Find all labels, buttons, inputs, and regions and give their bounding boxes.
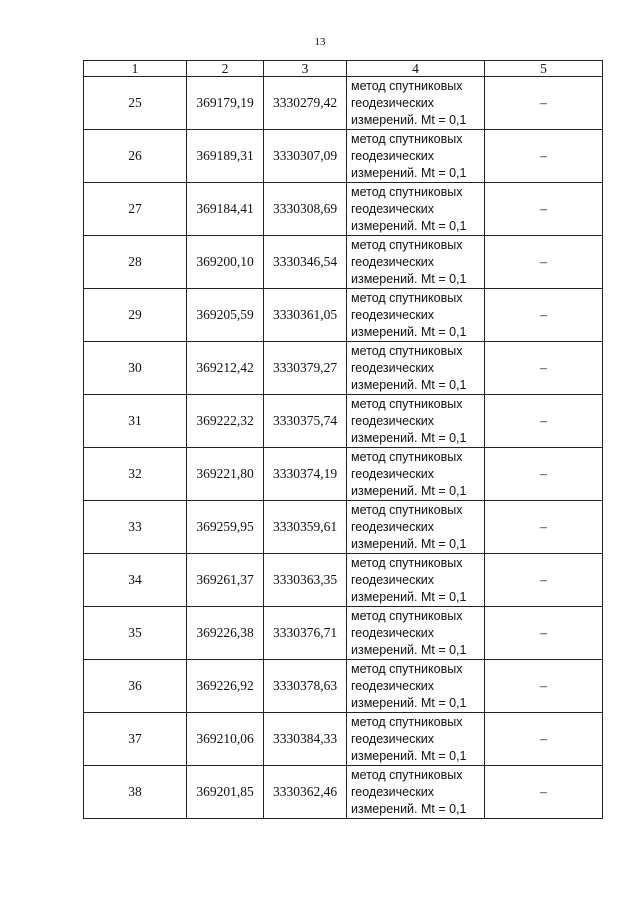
- note-cell: –: [485, 660, 603, 713]
- method-line: измерений. Mt = 0,1: [351, 483, 467, 498]
- y-coordinate-cell: 3330376,71: [264, 607, 347, 660]
- coordinates-table: [83, 60, 603, 819]
- method-line: измерений. Mt = 0,1: [351, 748, 467, 763]
- note-cell: –: [485, 395, 603, 448]
- method-cell: [347, 342, 485, 395]
- y-coordinate-cell: 3330307,09: [264, 130, 347, 183]
- method-cell: [347, 554, 485, 607]
- table-row: [84, 183, 603, 236]
- table-row: [84, 713, 603, 766]
- note-cell: –: [485, 342, 603, 395]
- point-number-cell: 38: [84, 766, 187, 819]
- table-row: [84, 501, 603, 554]
- method-cell: [347, 766, 485, 819]
- method-line: метод спутниковых: [351, 608, 463, 623]
- method-line: измерений. Mt = 0,1: [351, 218, 467, 233]
- column-header-1: 1: [84, 61, 187, 77]
- note-cell: –: [485, 183, 603, 236]
- method-cell: [347, 130, 485, 183]
- x-coordinate-cell: 369201,85: [187, 766, 264, 819]
- x-coordinate-cell: 369259,95: [187, 501, 264, 554]
- method-line: геодезических: [351, 360, 435, 375]
- table-row: [84, 130, 603, 183]
- note-cell: –: [485, 554, 603, 607]
- method-line: измерений. Mt = 0,1: [351, 271, 467, 286]
- column-header-3: 3: [264, 61, 347, 77]
- method-line: метод спутниковых: [351, 184, 463, 199]
- note-cell: –: [485, 448, 603, 501]
- note-cell: –: [485, 289, 603, 342]
- method-line: метод спутниковых: [351, 502, 463, 517]
- method-cell: [347, 183, 485, 236]
- note-cell: –: [485, 236, 603, 289]
- method-line: метод спутниковых: [351, 78, 463, 93]
- x-coordinate-cell: 369179,19: [187, 77, 264, 130]
- point-number-cell: 35: [84, 607, 187, 660]
- method-line: измерений. Mt = 0,1: [351, 112, 467, 127]
- method-line: метод спутниковых: [351, 714, 463, 729]
- point-number-cell: 36: [84, 660, 187, 713]
- table-row: [84, 448, 603, 501]
- y-coordinate-cell: 3330362,46: [264, 766, 347, 819]
- note-cell: –: [485, 607, 603, 660]
- method-line: геодезических: [351, 466, 435, 481]
- x-coordinate-cell: 369226,38: [187, 607, 264, 660]
- column-header-5: 5: [485, 61, 603, 77]
- method-line: геодезических: [351, 731, 435, 746]
- method-line: метод спутниковых: [351, 131, 463, 146]
- y-coordinate-cell: 3330374,19: [264, 448, 347, 501]
- table-header: [84, 61, 603, 77]
- table-body: [84, 77, 603, 819]
- y-coordinate-cell: 3330346,54: [264, 236, 347, 289]
- y-coordinate-cell: 3330361,05: [264, 289, 347, 342]
- method-line: геодезических: [351, 307, 435, 322]
- y-coordinate-cell: 3330384,33: [264, 713, 347, 766]
- x-coordinate-cell: 369212,42: [187, 342, 264, 395]
- method-line: метод спутниковых: [351, 237, 463, 252]
- method-line: метод спутниковых: [351, 449, 463, 464]
- point-number-cell: 30: [84, 342, 187, 395]
- point-number-cell: 28: [84, 236, 187, 289]
- x-coordinate-cell: 369226,92: [187, 660, 264, 713]
- point-number-cell: 32: [84, 448, 187, 501]
- method-line: геодезических: [351, 625, 435, 640]
- method-line: геодезических: [351, 254, 435, 269]
- method-line: геодезических: [351, 148, 435, 163]
- table-row: [84, 77, 603, 130]
- table-row: [84, 660, 603, 713]
- y-coordinate-cell: 3330363,35: [264, 554, 347, 607]
- y-coordinate-cell: 3330378,63: [264, 660, 347, 713]
- method-cell: [347, 660, 485, 713]
- point-number-cell: 25: [84, 77, 187, 130]
- point-number-cell: 37: [84, 713, 187, 766]
- column-header-4: 4: [347, 61, 485, 77]
- method-cell: [347, 713, 485, 766]
- point-number-cell: 34: [84, 554, 187, 607]
- y-coordinate-cell: 3330279,42: [264, 77, 347, 130]
- x-coordinate-cell: 369184,41: [187, 183, 264, 236]
- x-coordinate-cell: 369210,06: [187, 713, 264, 766]
- y-coordinate-cell: 3330308,69: [264, 183, 347, 236]
- y-coordinate-cell: 3330379,27: [264, 342, 347, 395]
- note-cell: –: [485, 77, 603, 130]
- x-coordinate-cell: 369205,59: [187, 289, 264, 342]
- method-cell: [347, 395, 485, 448]
- method-line: геодезических: [351, 413, 435, 428]
- method-cell: [347, 501, 485, 554]
- method-line: измерений. Mt = 0,1: [351, 589, 467, 604]
- method-line: геодезических: [351, 572, 435, 587]
- page-number: 13: [314, 36, 326, 48]
- point-number-cell: 33: [84, 501, 187, 554]
- table-row: [84, 554, 603, 607]
- point-number-cell: 29: [84, 289, 187, 342]
- method-line: метод спутниковых: [351, 661, 463, 676]
- method-cell: [347, 77, 485, 130]
- table-row: [84, 607, 603, 660]
- method-cell: [347, 289, 485, 342]
- method-line: измерений. Mt = 0,1: [351, 695, 467, 710]
- point-number-cell: 27: [84, 183, 187, 236]
- method-line: геодезических: [351, 678, 435, 693]
- method-cell: [347, 607, 485, 660]
- note-cell: –: [485, 501, 603, 554]
- method-line: метод спутниковых: [351, 290, 463, 305]
- method-line: измерений. Mt = 0,1: [351, 642, 467, 657]
- column-header-2: 2: [187, 61, 264, 77]
- note-cell: –: [485, 713, 603, 766]
- method-line: измерений. Mt = 0,1: [351, 801, 467, 816]
- method-cell: [347, 448, 485, 501]
- table-row: [84, 342, 603, 395]
- table-row: [84, 289, 603, 342]
- method-line: измерений. Mt = 0,1: [351, 536, 467, 551]
- method-line: измерений. Mt = 0,1: [351, 430, 467, 445]
- method-line: измерений. Mt = 0,1: [351, 165, 467, 180]
- y-coordinate-cell: 3330359,61: [264, 501, 347, 554]
- method-line: метод спутниковых: [351, 343, 463, 358]
- point-number-cell: 31: [84, 395, 187, 448]
- header-row: [84, 61, 603, 77]
- point-number-cell: 26: [84, 130, 187, 183]
- y-coordinate-cell: 3330375,74: [264, 395, 347, 448]
- x-coordinate-cell: 369221,80: [187, 448, 264, 501]
- method-line: геодезических: [351, 95, 435, 110]
- method-line: геодезических: [351, 784, 435, 799]
- method-line: измерений. Mt = 0,1: [351, 377, 467, 392]
- table-row: [84, 236, 603, 289]
- note-cell: –: [485, 130, 603, 183]
- x-coordinate-cell: 369200,10: [187, 236, 264, 289]
- method-line: геодезических: [351, 519, 435, 534]
- table-row: [84, 395, 603, 448]
- method-line: измерений. Mt = 0,1: [351, 324, 467, 339]
- method-line: метод спутниковых: [351, 767, 463, 782]
- x-coordinate-cell: 369261,37: [187, 554, 264, 607]
- x-coordinate-cell: 369189,31: [187, 130, 264, 183]
- x-coordinate-cell: 369222,32: [187, 395, 264, 448]
- method-cell: [347, 236, 485, 289]
- note-cell: –: [485, 766, 603, 819]
- table-row: [84, 766, 603, 819]
- method-line: метод спутниковых: [351, 396, 463, 411]
- method-line: геодезических: [351, 201, 435, 216]
- method-line: метод спутниковых: [351, 555, 463, 570]
